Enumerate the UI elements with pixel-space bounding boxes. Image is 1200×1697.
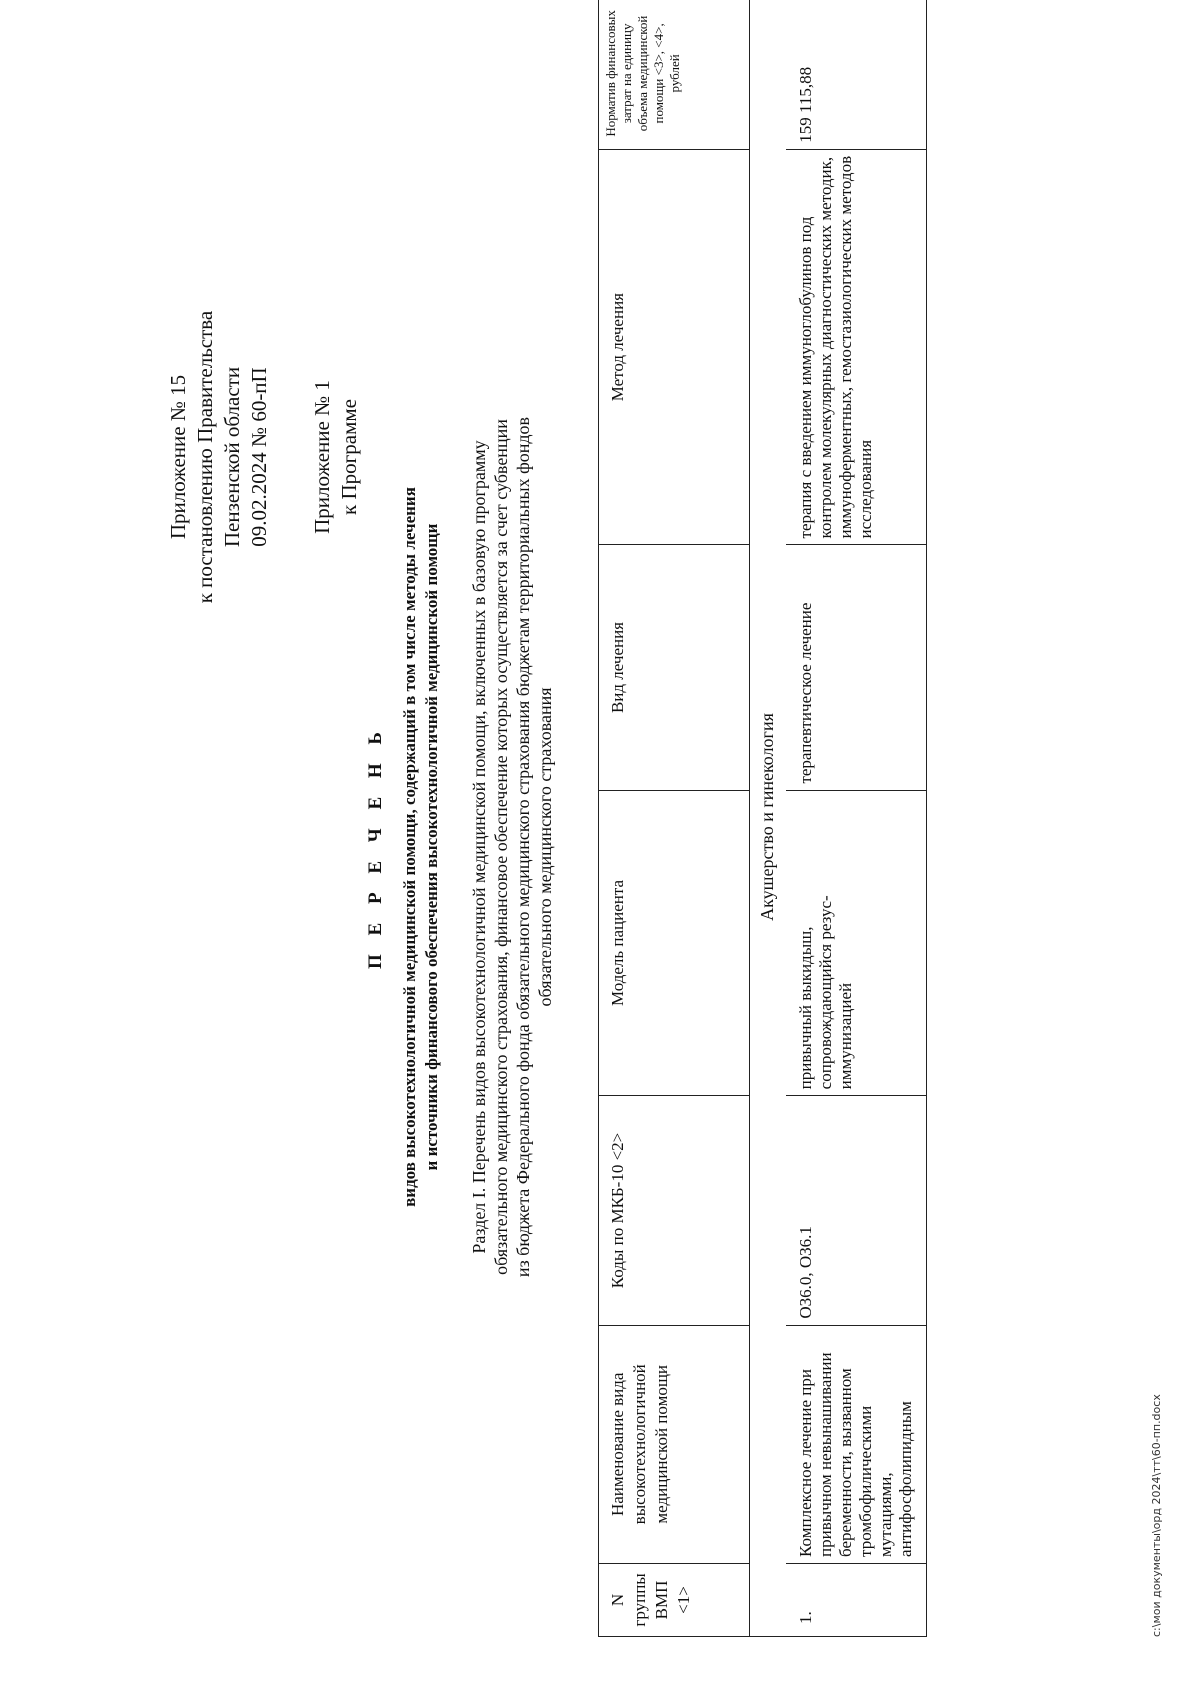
cell-cost-norm: 159 115,88 xyxy=(786,0,927,149)
cell-group-number: 1. xyxy=(786,1563,927,1636)
header-cost-norm: Норматив финансовых затрат на единицу объема медицинской помощи <3>, <4>, рублей xyxy=(599,0,750,149)
section-line: обязательного медицинского страхования xyxy=(535,687,555,1007)
section-line: обязательного медицинского страхования, финансовое обеспечение которых осуществляется за счет субвенции xyxy=(491,419,511,1275)
cell-treatment-type: терапевтическое лечение xyxy=(786,545,927,790)
header-icd-codes: Коды по МКБ-10 <2> xyxy=(599,1096,750,1325)
subtitle-line: и источники финансового обеспечения высокотехнологичной медицинской помощи xyxy=(422,523,441,1171)
header-patient-model: Модель пациента xyxy=(599,790,750,1096)
category-label: Акушерство и гинекология xyxy=(750,0,787,1637)
subtitle-line: видов высокотехнологичной медицинской помощи, содержащий в том числе методы лечения xyxy=(400,487,419,1207)
header-vmp-name: Наименование вида высокотехнологичной медицинской помощи xyxy=(599,1325,750,1563)
header-treatment-method: Метод лечения xyxy=(599,149,750,545)
section-line: Раздел I. Перечень видов высокотехнологичной медицинской помощи, включенных в базовую программу xyxy=(469,440,489,1254)
section-line: из бюджета Федерального фонда обязательного медицинского страхования бюджетам территориальных фондов xyxy=(513,416,533,1278)
file-path-footer: c:\мои документы\орд 2024\тт\60-пп.docx xyxy=(1150,1394,1163,1637)
appendix-line: 09.02.2024 № 60-пП xyxy=(247,367,271,547)
header-group-number: N группы ВМП <1> xyxy=(599,1563,750,1636)
cell-icd-codes: O36.0, O36.1 xyxy=(786,1096,927,1325)
appendix-line: к постановлению Правительства xyxy=(193,310,217,604)
cell-vmp-name: Комплексное лечение при привычном невынашивании беременности, вызванном тромбофилическими мутациями, антифосфолипидным xyxy=(786,1325,927,1563)
cell-patient-model: привычный выкидыш, сопровождающийся резус-иммунизацией xyxy=(786,790,927,1096)
appendix-line: к Программе xyxy=(337,399,361,515)
table-header-row xyxy=(599,0,750,1637)
category-row xyxy=(750,0,787,1637)
document-subtitle xyxy=(399,197,443,1497)
header-treatment-type: Вид лечения xyxy=(599,545,750,790)
cell-treatment-method: терапия с введением иммуноглобулинов под контролем молекулярных диагностических методик, иммуноферментных, гемостазиологических методов исследования xyxy=(786,149,927,545)
title-block xyxy=(365,197,443,1497)
section-description xyxy=(468,197,556,1497)
table-row xyxy=(786,0,927,1637)
vmp-table xyxy=(598,0,927,1637)
appendix-line: Приложение № 15 xyxy=(166,374,190,540)
document-heading: П Е Р Е Ч Е Н Ь xyxy=(365,725,386,969)
appendix-line: Приложение № 1 xyxy=(310,380,334,534)
appendix-block xyxy=(165,277,363,637)
appendix-line: Пензенской области xyxy=(220,366,244,548)
